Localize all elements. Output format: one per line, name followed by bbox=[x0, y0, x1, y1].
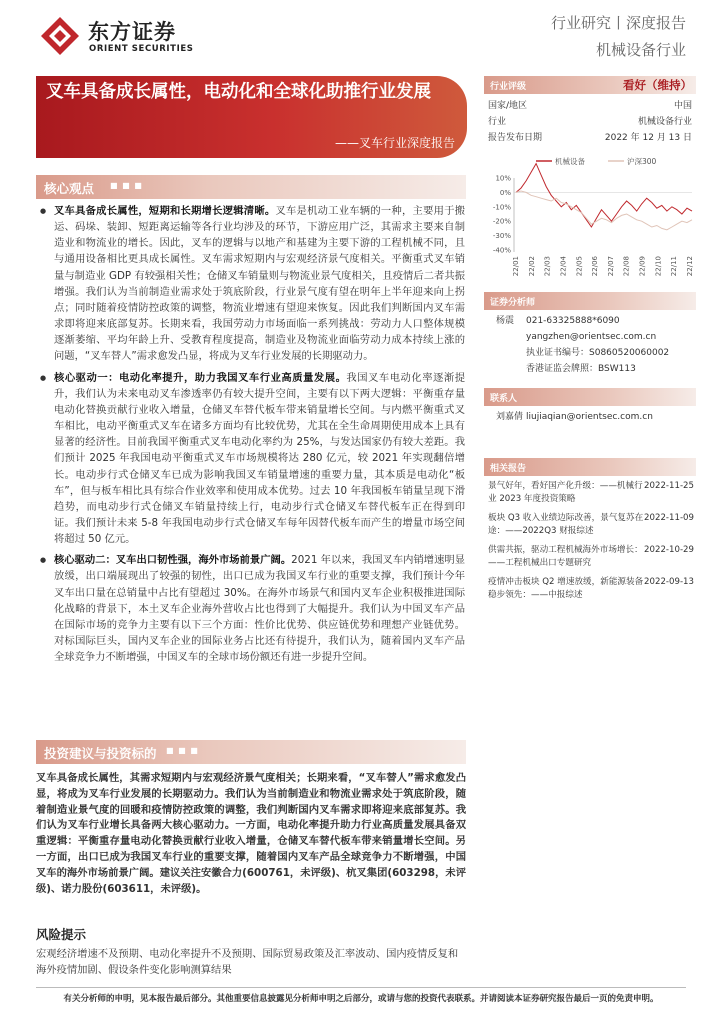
x-tick-label: 22/12 bbox=[686, 256, 694, 277]
core-bullet bbox=[40, 203, 465, 365]
company-logo bbox=[40, 14, 210, 58]
title-banner bbox=[36, 76, 467, 158]
x-tick-label: 22/05 bbox=[575, 256, 584, 277]
analyst-header bbox=[484, 292, 696, 310]
invest-section-header bbox=[36, 740, 466, 764]
core-bullet bbox=[40, 370, 465, 548]
core-section-header bbox=[36, 175, 466, 199]
related-report-item[interactable]: 景气好年，看好国产化升级：——机械行业 2023 年度投资策略 2022-11-25 bbox=[488, 481, 694, 504]
performance-chart bbox=[484, 152, 696, 287]
analyst-hk-license: 香港证监会牌照：BSW113 bbox=[526, 364, 636, 374]
x-tick-label: 22/10 bbox=[654, 256, 663, 277]
series-line bbox=[516, 164, 692, 227]
orient-logo-icon bbox=[40, 16, 80, 56]
analyst-phone: 021-63325888*6090 bbox=[526, 316, 620, 326]
analyst-cert: 执业证书编号：S0860520060002 bbox=[526, 348, 670, 358]
header-dots: ■ ■ ■ bbox=[110, 181, 143, 190]
page-header bbox=[0, 0, 724, 70]
x-tick-label: 22/01 bbox=[512, 256, 520, 277]
bullet-lead: 核心驱动一：电动化率提升，助力我国叉车行业高质量发展。 bbox=[54, 371, 347, 384]
x-tick-label: 22/06 bbox=[591, 256, 600, 277]
y-tick-label: -30% bbox=[492, 232, 511, 241]
analyst-label: 证券分析师 bbox=[490, 298, 536, 308]
y-tick-label: -10% bbox=[492, 203, 511, 212]
core-heading: 核心观点 bbox=[44, 181, 95, 196]
logo-chinese: 东方证券 bbox=[88, 20, 176, 44]
x-tick-label: 22/09 bbox=[638, 256, 647, 277]
header-dots: ■ ■ ■ bbox=[166, 746, 199, 755]
risk-body: 宏观经济增速不及预期、电动化率提升不及预期、国际贸易政策及汇率波动、国内疫情反复和海外疫情加剧、假设条件变化影响测算结果 bbox=[36, 948, 459, 976]
bullet-text: 我国叉车电动化率逐渐提升，我们认为未来电动叉车渗透率仍有较大提升空间，主要有以下两大逻辑：平衡重存量电动化替换贡献行业收入增量，仓储叉车替代板车带来销量增长空间。与内燃平衡重式叉车相比，电动平衡重式叉车在诸多方面均有比较优势，尤其在全生命周期使用成本上具有显著的经济性。目前我国平衡重式叉车电动化率约为 25%，与发达国家仍有较大差距。我们预计 2025 年我国电动平衡重式叉车市场规模将达 280 亿元，较 2021 年实现翻倍增长。电动步行式仓储叉车已成为影响我国叉车销量增速的重要力量，其本质是电动化“板车”，但与板车相比具有综合作业效率和使用成本优势。过去 10 年我国板车销量呈现下滑趋势，而电动步行式仓储叉车销量持续上行，电动步行式仓储叉车替代板车正在得到印证。我们预计未来 5-8 年我国电动步行式仓储叉车每年因替代板车而产生的增量市场空间将超过 50 亿元。 bbox=[54, 371, 466, 546]
rating-header bbox=[484, 76, 696, 94]
y-tick-label: 10% bbox=[495, 174, 511, 183]
report-title: 叉车具备成长属性，电动化和全球化助推行业发展 bbox=[46, 82, 431, 102]
y-tick-label: 0% bbox=[499, 188, 511, 197]
x-tick-label: 22/07 bbox=[606, 256, 615, 277]
invest-body: 叉车具备成长属性，其需求短期内与宏观经济景气度相关；长期来看，“叉车替人”需求愈发凸显，将成为叉车行业发展的长期驱动力。我们认为当前制造业和物流业需求处于筑底阶段，随着制造业景气度的回暖和疫情防控政策的调整，我们判断国内叉车需求即将迎来底部复苏。我们认为叉车行业增长具备两大核心驱动力。一方面，电动化率提升助力行业高质量发展具备双重逻辑：平衡重存量电动化替换贡献行业收入增量，仓储叉车替代板车带来销量增长空间。另一方面，出口已成为我国叉车行业的重要支撑，随着国内叉车产品全球竞争力不断增强，中国叉车的海外市场前景广阔。建议关注安徽合力(600761，未评级)、杭叉集团(603298，未评级)、诺力股份(603611，未评级)。 bbox=[36, 772, 466, 895]
info-row-region: 国家/地区 中国 bbox=[488, 101, 692, 111]
invest-heading: 投资建议与投资标的 bbox=[44, 746, 157, 761]
x-tick-label: 22/03 bbox=[543, 256, 552, 277]
contact-name: 刘嘉倩 bbox=[496, 412, 524, 422]
bullet-text: 2021 年以来，我国叉车内销增速明显放缓，出口端展现出了较强的韧性，出口已成为我国叉车行业的重要支撑，我们预计今年叉车出口量在总销量中占比有望超过 30%。在海外市场景气和国内叉车企业积极推进国际化战略的背景下，本土叉车企业海外营收占比也得到了大幅提升。我们认为中国叉车产品在国际市场的竞争力主要有以下三个方面：性价比优势、供应链优势和理想产业链优势。对标国际巨头，国内叉车企业的国际业务占比还有待提升，我们认为，随着国内叉车产品全球竞争力不断增强，中国叉车的全球市场份额还有进一步提升空间。 bbox=[54, 554, 466, 664]
contact-header bbox=[484, 388, 696, 406]
related-label: 相关报告 bbox=[490, 464, 527, 474]
footer-divider bbox=[36, 987, 686, 988]
rating-value: 看好（维持） bbox=[623, 78, 692, 92]
related-report-item[interactable]: 板块 Q3 收入业绩边际改善，景气复苏在途：——2022Q3 财报综述 2022-11-09 bbox=[488, 513, 694, 536]
info-row-industry: 行业 机械设备行业 bbox=[488, 117, 692, 127]
logo-english: ORIENT SECURITIES bbox=[89, 44, 194, 54]
report-subtitle: ——叉车行业深度报告 bbox=[334, 136, 455, 150]
disclaimer-footer: 有关分析师的申明，见本报告最后部分。其他重要信息披露见分析师申明之后部分，或请与您的投资代表联系。并请阅读本证券研究报告最后一页的免责申明。 bbox=[63, 994, 659, 1004]
industry-name: 机械设备行业 bbox=[595, 41, 686, 59]
related-report-item[interactable]: 疫情冲击板块 Q2 增速放缓，新能源装备稳步领先：——中报综述 2022-09-13 bbox=[488, 577, 694, 600]
x-tick-label: 22/04 bbox=[559, 256, 568, 277]
bullet-text: 叉车是机动工业车辆的一种，主要用于搬运、码垛、装卸、短距离运输等各行业均涉及的环节，下游应用广泛，其需求主要来自制造业和物流业的增长。因此，叉车的逻辑与以地产和基建为主要下游的工程机械不同，且与通用设备相比更具成长属性。叉车需求短期内与宏观经济景气度相关。平衡重式叉车销量与制造业 GDP 有较强相关性；仓储叉车销量则与物流业景气度相关，且疫情后二者共振增强。我们认为当前制造业需求处于筑底阶段，行业景气度有望在明年上半年迎来向上拐点；同时随着疫情防控政策的调整，物流业增速有望迎来恢复。因此我们判断国内叉车需求即将迎来底部复苏。长期来看，我国劳动力市场面临一系列挑战：劳动力人口整体规模逐渐萎缩、平均年龄上升、受教育程度提高，制造业及物流业面临劳动力成本持续上涨的问题，“叉车替人”需求愈发凸显，将成为叉车行业发展的长期驱动力。 bbox=[54, 205, 466, 363]
core-body bbox=[40, 203, 465, 665]
bullet-lead: 叉车具备成长属性，短期和长期增长逻辑清晰。 bbox=[54, 205, 276, 217]
x-tick-label: 22/08 bbox=[622, 256, 631, 277]
rating-label: 行业评级 bbox=[490, 82, 527, 92]
related-header bbox=[484, 458, 696, 476]
y-tick-label: -40% bbox=[492, 246, 511, 255]
contact-label: 联系人 bbox=[490, 394, 518, 404]
bullet-lead: 核心驱动二：叉车出口韧性强，海外市场前景广阔。 bbox=[54, 554, 292, 567]
x-tick-label: 22/11 bbox=[670, 256, 679, 277]
related-report-item[interactable]: 供需共振，驱动工程机械海外市场增长：——工程机械出口专题研究 2022-10-29 bbox=[488, 545, 694, 568]
analyst-name: 杨震 bbox=[496, 316, 515, 326]
legend-label: 机械设备 bbox=[555, 157, 585, 166]
y-tick-label: -20% bbox=[492, 217, 511, 226]
report-type: 行业研究丨深度报告 bbox=[550, 14, 686, 32]
info-row-date: 报告发布日期 2022 年 12 月 13 日 bbox=[488, 133, 692, 143]
risk-heading: 风险提示 bbox=[36, 927, 87, 942]
x-tick-label: 22/02 bbox=[527, 256, 536, 277]
core-bullet bbox=[40, 552, 465, 665]
analyst-email[interactable]: yangzhen@orientsec.com.cn bbox=[526, 332, 657, 342]
contact-email[interactable]: liujiaqian@orientsec.com.cn bbox=[526, 412, 653, 422]
legend-label: 沪深300 bbox=[627, 157, 657, 166]
series-line bbox=[516, 191, 692, 230]
